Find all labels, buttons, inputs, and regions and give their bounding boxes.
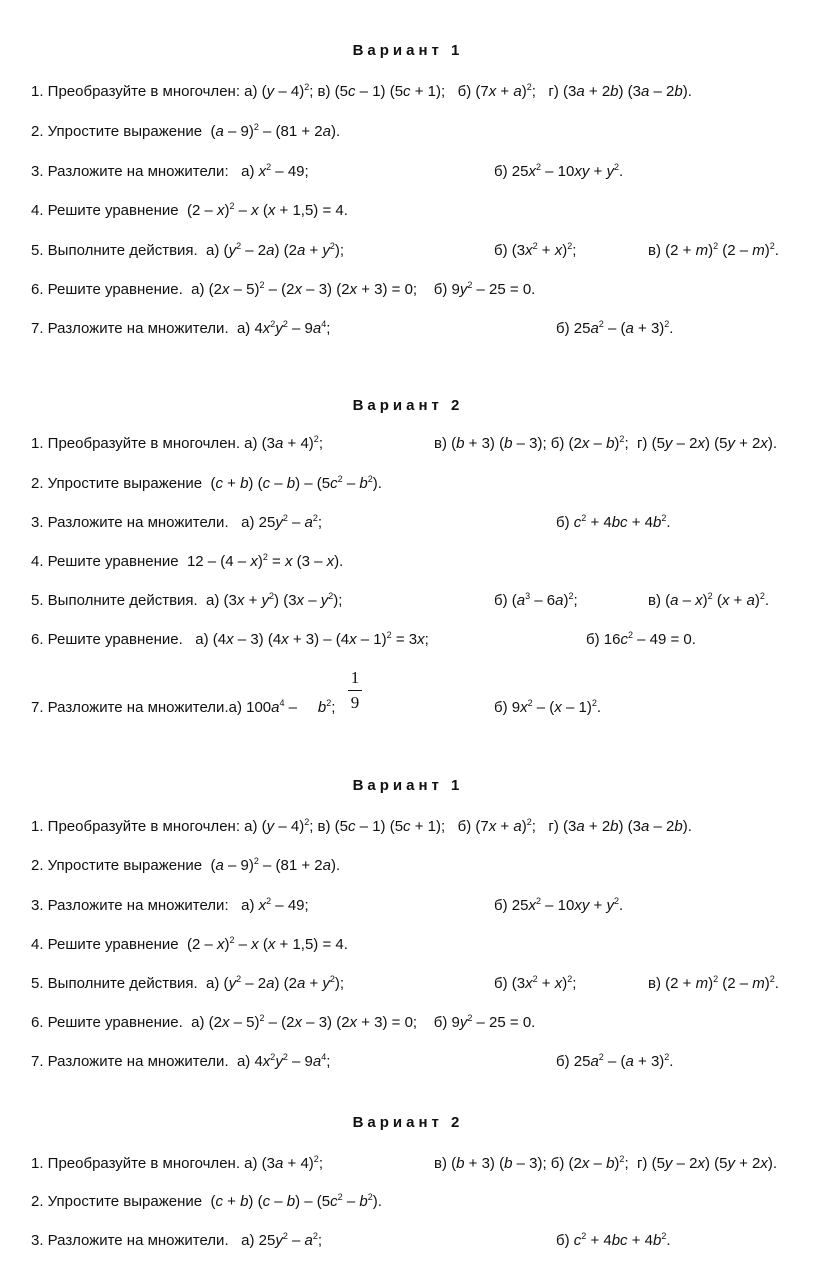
task-7b: б) $25a^2 - (a + 3)^2$. <box>556 1052 674 1070</box>
task-1: 1. Преобразуйте в многочлен. а) $(3a + 4)^2$; <box>31 1154 323 1172</box>
task-2: 2. Упростите выражение (a – 9)$^2$ – (81 + 2a). <box>31 122 341 140</box>
task-7: 7. Разложите на множители. а) $4x^2y^2 - 9a^4$; <box>31 1052 331 1070</box>
task-5b: б) $(a^3 - 6a)^2$; <box>494 591 578 609</box>
task-5: 5. Выполните действия. а) $(y^2 - 2a) (2a + y^2)$; <box>31 974 345 992</box>
task-7b: б) $25a^2 - (a + 3)^2$. <box>556 319 674 337</box>
task-1: 1. Преобразуйте в многочлен: а) (y – 4)$^2$; в) (5c – 1) (5c + 1); б) $(7x + a)^2$; г) (3a + 2b) (3a – 2b). <box>31 817 692 835</box>
task-1: 1. Преобразуйте в многочлен. а) $(3a + 4)^2$; <box>31 434 323 452</box>
variant-title: Вариант 1 <box>352 42 464 59</box>
task-5b: б) $(3x^2 + x)^2$; <box>494 241 577 259</box>
task-7: 7. Разложите на множители. а) $4x^2y^2 - 9a^4$; <box>31 319 331 337</box>
task-6: 6. Решите уравнение. а) (4x – 3) (4x + 3) – (4x – 1)$^2$ = 3x; <box>31 630 429 648</box>
task-3b: б) $c^2 + 4bc + 4b^2$. <box>556 513 671 531</box>
task-1b: в) (b + 3) (b – 3); б) (2x – b)$^2$; г) (5y – 2x) (5y + 2x). <box>434 434 778 452</box>
task-5: 5. Выполните действия. а) $(3x + y^2)$ $(3x - y^2)$; <box>31 591 343 609</box>
variant-title: Вариант 2 <box>352 1114 464 1131</box>
task-5c: в) (a – x)$^2$ $(x + a)^2$. <box>648 591 769 609</box>
task-1b: в) (b + 3) (b – 3); б) (2x – b)$^2$; г) (5y – 2x) (5y + 2x). <box>434 1154 778 1172</box>
task-3: 3. Разложите на множители. а) $25y^2 - a^2$; <box>31 513 323 531</box>
task-6b: б) $16c^2 - 49 = 0$. <box>586 630 696 648</box>
task-2: 2. Упростите выражение (c + b) $(c - b) - (5c^2 - b^2)$. <box>31 1192 382 1210</box>
task-3: 3. Разложите на множители. а) $25y^2 - a^2$; <box>31 1231 323 1249</box>
task-5b: б) $(3x^2 + x)^2$; <box>494 974 577 992</box>
task-1: 1. Преобразуйте в многочлен: а) (y – 4)$^2$; в) (5c – 1) (5c + 1); б) $(7x + a)^2$; г) (3a + 2b) (3a – 2b). <box>31 82 692 100</box>
task-3: 3. Разложите на множители: а) $x^2 - 49$; <box>31 896 309 914</box>
task-6: 6. Решите уравнение. а) (2x – 5)$^2$ – (2x – 3) (2x + 3) = 0; б) $9y^2 - 25 = 0$. <box>31 280 536 298</box>
task-3b: б) $c^2 + 4bc + 4b^2$. <box>556 1231 671 1249</box>
task-4: 4. Решите уравнение 12 – (4 – x)$^2$ = x (3 – x). <box>31 552 344 570</box>
task-4: 4. Решите уравнение (2 – x)$^2$ – x (x + 1,5) = 4. <box>31 935 348 953</box>
task-7: 7. Разложите на множители.а) $100a^4$ – $b^2$; <box>31 698 336 716</box>
task-4: 4. Решите уравнение (2 – x)$^2$ – x (x + 1,5) = 4. <box>31 201 348 219</box>
task-2: 2. Упростите выражение (a – 9)$^2$ – (81 + 2a). <box>31 856 341 874</box>
task-5: 5. Выполните действия. а) $(y^2 - 2a) (2a + y^2)$; <box>31 241 345 259</box>
task-5c: в) $(2 + m)^2$ (2 – m)$^2$. <box>648 241 779 259</box>
fraction: 1 9 <box>348 668 362 713</box>
task-3b: б) $25x^2 - 10xy + y^2$. <box>494 162 624 180</box>
task-5c: в) $(2 + m)^2$ (2 – m)$^2$. <box>648 974 779 992</box>
variant-title: Вариант 2 <box>352 397 464 414</box>
task-3: 3. Разложите на множители: а) $x^2 - 49$; <box>31 162 309 180</box>
variant-title: Вариант 1 <box>352 777 464 794</box>
task-7b: б) $9x^2 - (x - 1)^2$. <box>494 698 602 716</box>
task-3b: б) $25x^2 - 10xy + y^2$. <box>494 896 624 914</box>
task-6: 6. Решите уравнение. а) (2x – 5)$^2$ – (2x – 3) (2x + 3) = 0; б) $9y^2 - 25 = 0$. <box>31 1013 536 1031</box>
task-2: 2. Упростите выражение (c + b) $(c - b) - (5c^2 - b^2)$. <box>31 474 382 492</box>
